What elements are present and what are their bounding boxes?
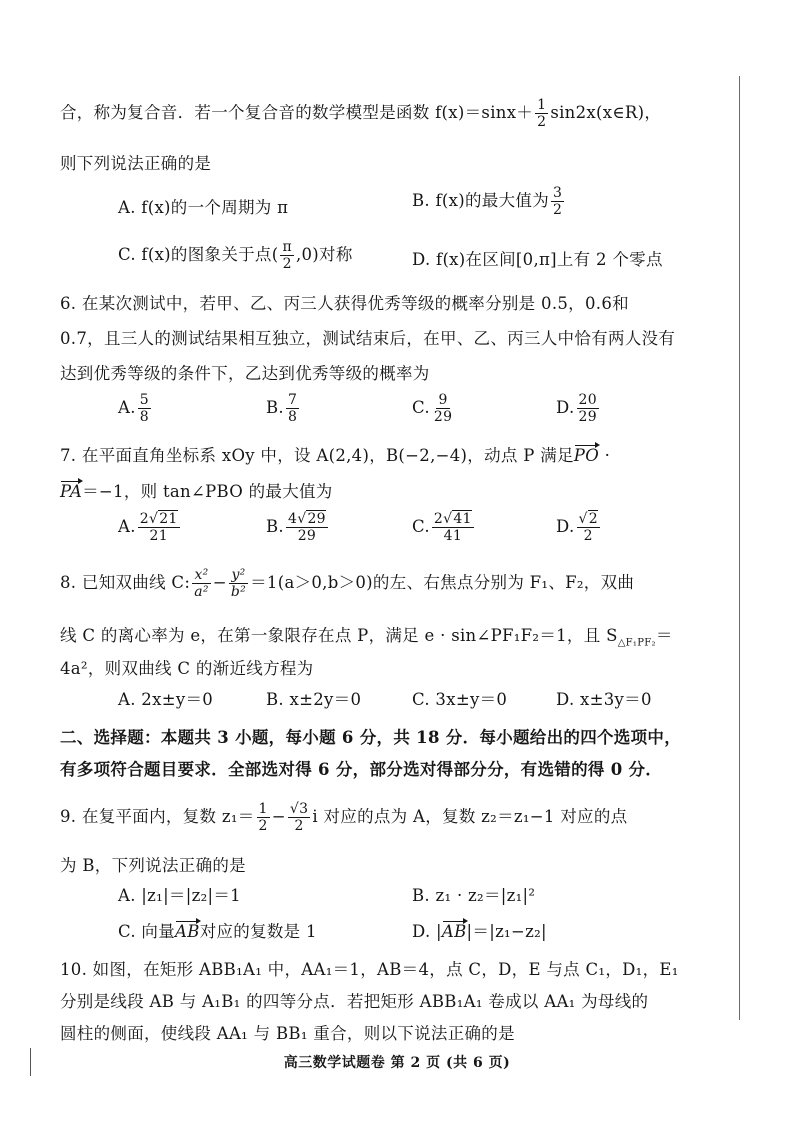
q7-option-b-coef: 4 [287,511,298,527]
q8-frac-y-den: b² [230,584,247,600]
q6-option-b-fraction [286,393,299,424]
page-footer: 高三数学试题卷 第 2 页 (共 6 页) [283,1055,511,1071]
q9-line-2: 为 B，下列说法正确的是 [60,856,246,875]
q6-option-a [118,393,153,424]
q7-text-a: 7. 在平面直角坐标系 xOy 中，设 A(2,4)，B(−2,−4)，动点 P 满足 [60,446,574,465]
q7-option-d-den: 2 [583,528,593,544]
q9-option-d-text-a: D. | [412,922,442,941]
q6-option-c-num: 9 [438,392,448,408]
q7-text-b: · [599,446,611,465]
q8-frac-y-num: y² [231,567,246,583]
q5-option-a: A. f(x)的一个周期为 π [118,198,289,217]
q6-option-d-den: 29 [578,409,597,425]
q6-option-a-fraction [138,393,151,424]
q9-frac-1-den: 2 [258,818,268,834]
q5-option-b [412,186,566,217]
q8-option-b: B. x±2y＝0 [266,690,362,709]
q5-fraction [535,98,548,129]
q8-line-3: 4a²，则双曲线 C 的渐近线方程为 [60,659,314,678]
q7-option-a-label: A. [118,517,136,536]
q9-option-d-text-b: |＝|z₁−z₂| [466,922,547,941]
q7-option-c-num: 2√41 [433,511,472,527]
q9-option-d [412,918,547,942]
q7-line-1 [60,442,610,466]
q8-area-subscript: △F₁PF₂ [617,637,656,649]
q6-option-c [412,393,456,424]
q5-option-b-den: 2 [553,202,563,218]
q6-line-3: 达到优秀等级的条件下，乙达到优秀等级的概率为 [60,364,430,383]
q9-minus: − [271,807,286,826]
q6-option-c-fraction [432,393,454,424]
q8-option-c: C. 3x±y＝0 [412,690,508,709]
q9-line-1 [60,802,627,833]
q5-option-c-num: π [282,239,292,255]
q8-option-d: D. x±3y＝0 [556,690,652,709]
q9-fraction-1 [257,802,270,833]
q7-option-a-num: 2√21 [139,511,178,527]
q7-option-d-num: √2 [578,511,598,527]
q7-option-a-fraction [138,512,180,543]
q7-option-a-radicand: 21 [159,511,178,527]
q7-option-b-num: 4√29 [287,511,326,527]
q8-text-b: ＝1(a＞0,b＞0)的左、右焦点分别为 F₁、F₂，双曲 [250,573,635,592]
q7-option-c-label: C. [412,517,430,536]
q6-option-b-label: B. [266,398,284,417]
q6-option-b-den: 8 [287,409,298,425]
q7-option-b-den: 29 [297,528,317,544]
q5-text-a: 合，称为复合音．若一个复合音的数学模型是函数 f(x)＝sinx＋ [60,103,534,122]
q6-option-c-den: 29 [433,409,453,425]
q5-text-b: sin2x(x∈R)， [550,103,662,122]
q9-text-b: i 对应的点为 A，复数 z₂＝z₁−1 对应的点 [312,807,628,826]
q8-text-d: ＝ [655,626,673,645]
q7-option-a-den: 21 [149,528,168,544]
q8-text-a: 8. 已知双曲线 C: [60,573,191,592]
q7-line-2 [60,478,333,502]
q6-option-b-num: 7 [287,392,298,408]
q5-line-1 [60,98,661,129]
q5-line-2: 则下列说法正确的是 [60,154,212,173]
q7-option-a-coef: 2 [139,511,149,527]
q9-option-c [118,918,317,942]
q5-option-d: D. f(x)在区间[0,π]上有 2 个零点 [412,250,663,269]
q5-option-c [118,240,353,271]
q7-option-d-label: D. [556,517,575,536]
q7-option-d-fraction [577,512,600,543]
q7-vector-pa: PA [60,482,83,501]
section-2-line-2: 有多项符合题目要求．全部选对得 6 分，部分选对得部分分，有选错的得 0 分． [60,760,663,779]
section-2-line-1: 二、选择题：本题共 3 小题，每小题 6 分，共 18 分．每小题给出的四个选项中， [60,728,681,747]
q7-option-c-fraction [432,512,474,543]
q7-option-b-fraction [286,512,328,543]
q10-line-2: 分别是线段 AB 与 A₁B₁ 的四等分点．若把矩形 ABB₁A₁ 卷成以 AA₁ 为母线的 [60,992,649,1011]
q6-option-a-num: 5 [139,392,149,408]
q10-line-1: 10. 如图，在矩形 ABB₁A₁ 中，AA₁＝1，AB＝4，点 C，D，E 与点 C₁，D₁，E₁ [60,960,679,979]
q6-option-d-num: 20 [578,392,597,408]
q6-option-d-fraction [577,393,599,424]
q9-fraction-2 [288,802,310,833]
q7-option-a [118,512,182,543]
q10-line-3: 圆柱的侧面，使线段 AA₁ 与 BB₁ 重合，则以下说法正确的是 [60,1024,515,1043]
q6-option-a-label: A. [118,398,136,417]
q7-option-c [412,512,476,543]
q6-line-1: 6. 在某次测试中，若甲、乙、丙三人获得优秀等级的概率分别是 0.5，0.6和 [60,294,629,313]
q7-option-d [556,512,602,543]
q9-frac-2-den: 2 [294,818,304,834]
q5-option-b-num: 3 [553,185,563,201]
q5-frac-den: 2 [537,114,547,130]
q8-fraction-x [192,568,211,599]
q8-option-a: A. 2x±y＝0 [118,690,214,709]
q6-option-c-label: C. [412,398,430,417]
q8-frac-x-num: x² [194,567,209,583]
q8-text-c: 线 C 的离心率为 e，在第一象限存在点 P，满足 e · sin∠PF₁F₂＝1，且 S [60,626,618,645]
q9-option-c-text-b: 对应的复数是 1 [199,922,317,941]
q5-frac-num: 1 [537,97,547,113]
q6-option-a-den: 8 [139,409,149,425]
q9-text-a: 9. 在复平面内，复数 z₁＝ [60,807,255,826]
q5-option-c-text-b: ,0)对称 [295,245,353,264]
q5-option-c-fraction [280,240,294,271]
q6-option-d-label: D. [556,398,575,417]
q7-option-b [266,512,330,543]
q6-line-2: 0.7，且三人的测试结果相互独立，测试结束后，在甲、乙、丙三人中恰有两人没有 [60,329,676,348]
q7-option-b-label: B. [266,517,284,536]
q8-fraction-y [229,568,248,599]
q9-frac-1-num: 1 [258,801,268,817]
q7-vector-po: PO [573,446,600,465]
margin-rule [739,76,740,1020]
q8-frac-x-den: a² [194,584,209,600]
q7-option-c-coef: 2 [433,511,444,527]
q6-option-b [266,393,301,424]
q7-option-c-radicand: 41 [453,511,472,527]
q5-option-c-text-a: C. f(x)的图象关于点( [118,245,279,264]
q9-option-c-text-a: C. 向量 [118,922,176,941]
q8-line-2 [60,622,673,648]
q9-option-a: A. |z₁|＝|z₂|＝1 [118,886,241,905]
q9-frac-2-num: √3 [289,801,309,817]
q6-option-d [556,393,601,424]
q5-option-c-den: 2 [282,256,292,272]
q9-option-c-vector: AB [175,922,200,941]
q7-option-b-radicand: 29 [307,511,326,527]
q9-option-d-vector: AB [441,922,467,941]
q7-text-c: ＝−1，则 tan∠PBO 的最大值为 [82,482,333,501]
q9-option-b: B. z₁ · z₂＝|z₁|² [412,886,536,905]
q5-option-b-fraction [551,186,564,217]
q8-line-1: 8. 已知双曲线 C: $\frac{\text{x²}}{\text{a²}}$ − $\frac{\text{y²}}{\text{b²}}$ ＝1(a＞0,b＞0)的左、右焦点分别为 F₁、F₂，双曲 [60,567,635,600]
q7-option-d-radicand: 2 [588,511,598,527]
q5-option-b-text: B. f(x)的最大值为 [412,191,550,210]
q7-option-c-den: 41 [443,528,463,544]
